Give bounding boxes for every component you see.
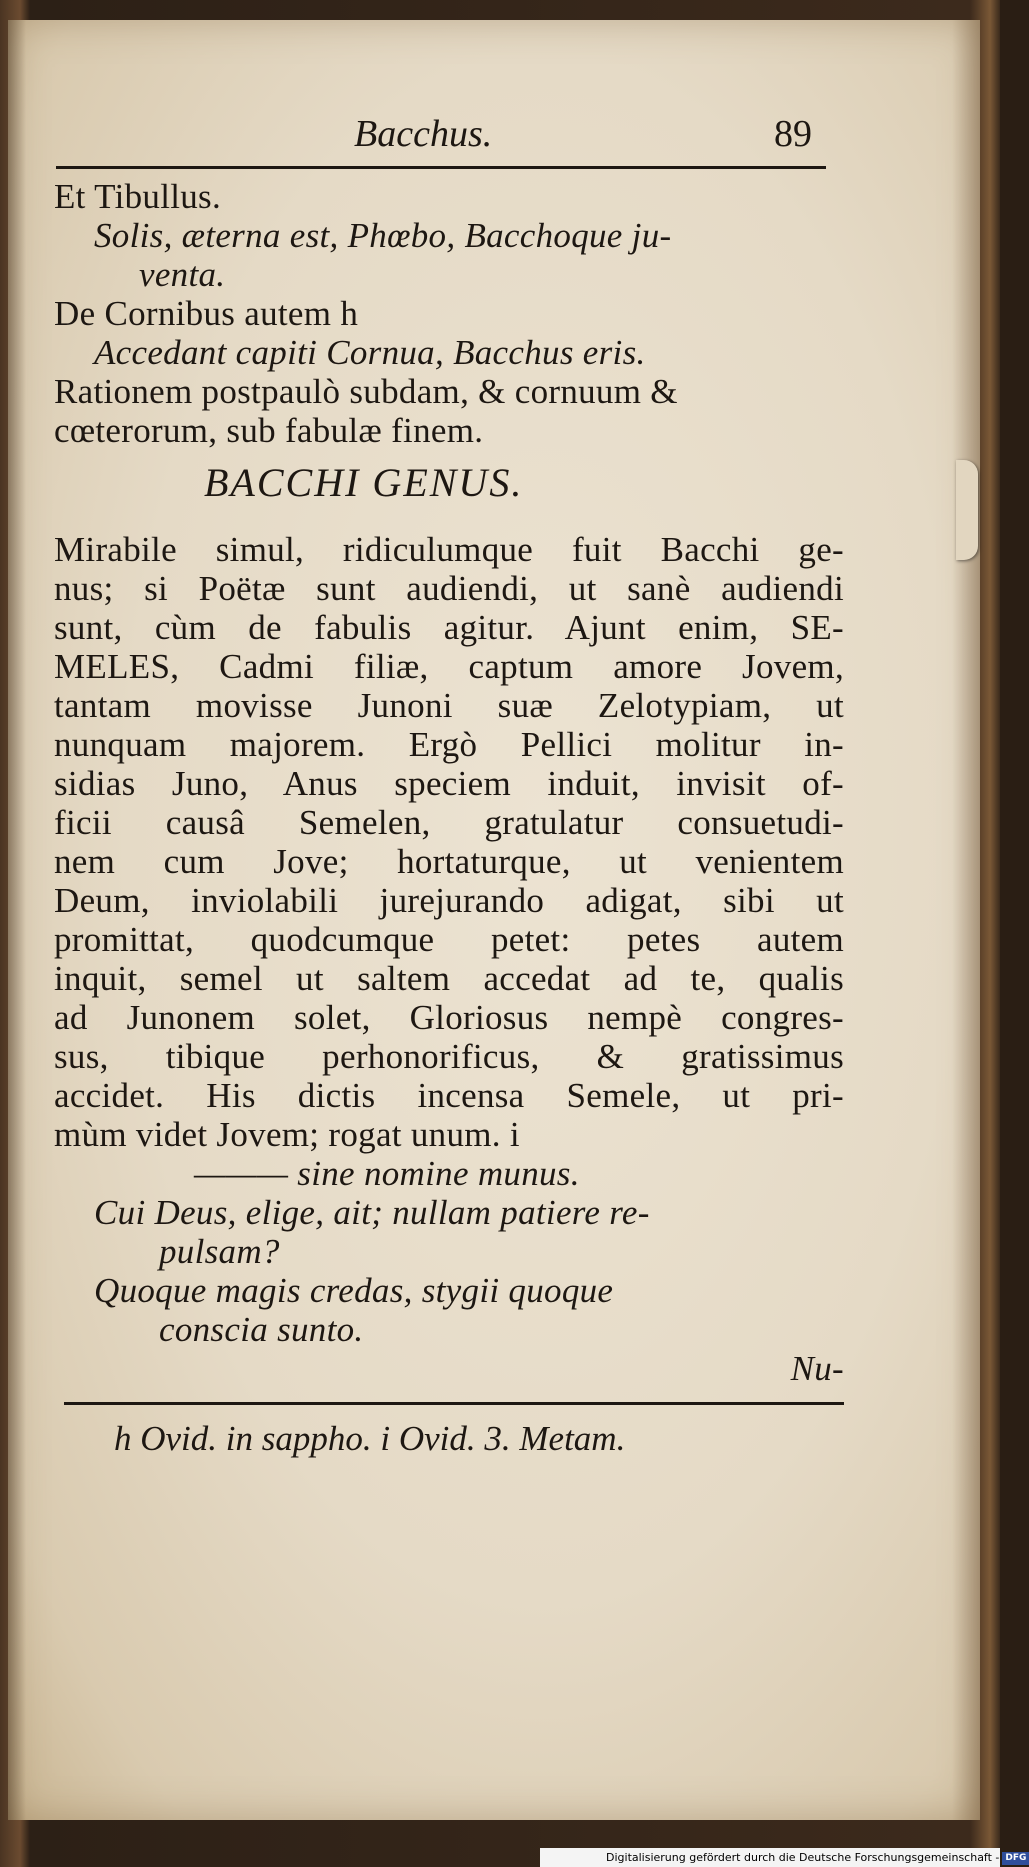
- body-line: Deum, inviolabili jurejurando adigat, sibi ut: [54, 881, 844, 920]
- text-line: Et Tibullus.: [54, 177, 222, 216]
- body-line: nus; si Poëtæ sunt audiendi, ut sanè audiendi: [54, 569, 844, 608]
- running-head: [54, 112, 854, 162]
- text-line: De Cornibus autem h: [54, 294, 359, 333]
- page-number: 89: [774, 113, 812, 155]
- head-rule: [56, 166, 826, 169]
- footnote: h Ovid. in sappho. i Ovid. 3. Metam.: [114, 1419, 626, 1458]
- body-line: mùm videt Jovem; rogat unum. i: [54, 1115, 520, 1154]
- body-line: Mirabile simul, ridiculumque fuit Bacchi ge-: [54, 530, 844, 569]
- verse-line: Accedant capiti Cornua, Bacchus eris.: [94, 333, 646, 372]
- verse-line: Quoque magis credas, stygii quoque: [94, 1271, 614, 1310]
- body-line: inquit, semel ut saltem accedat ad te, qualis: [54, 959, 844, 998]
- body-line: sidias Juno, Anus speciem induit, invisit of-: [54, 764, 844, 803]
- section-heading: BACCHI GENUS.: [204, 460, 524, 505]
- body-paragraph: [54, 530, 854, 1154]
- text-line: Rationem postpaulò subdam, & cornuum &: [54, 372, 678, 411]
- footnote-rule: [64, 1402, 844, 1405]
- running-head-title: Bacchus.: [354, 113, 493, 155]
- credit-text: Digitalisierung gefördert durch die Deutsche Forschungsgemeinschaft -: [606, 1851, 1000, 1864]
- body-line: ad Junonem solet, Gloriosus nempè congres-: [54, 998, 844, 1037]
- body-line: nem cum Jove; hortaturque, ut venientem: [54, 842, 844, 881]
- body-line: promittat, quodcumque petet: petes autem: [54, 920, 844, 959]
- verse-line: conscia sunto.: [159, 1310, 364, 1349]
- verse-line: pulsam?: [159, 1232, 280, 1271]
- body-line: sunt, cùm de fabulis agitur. Ajunt enim, SE-: [54, 608, 844, 647]
- text-line: cœterorum, sub fabulæ finem.: [54, 411, 484, 450]
- verse-line: Cui Deus, elige, ait; nullam patiere re-: [94, 1193, 650, 1232]
- page-edge: [952, 20, 980, 1820]
- verse-line: ——— sine nomine munus.: [194, 1154, 580, 1193]
- digitization-credit: [540, 1848, 1027, 1867]
- body-line: tantam movisse Junoni suæ Zelotypiam, ut: [54, 686, 844, 725]
- page-gutter: [8, 20, 26, 1820]
- body-line: accidet. His dictis incensa Semele, ut pri-: [54, 1076, 844, 1115]
- verse-line: venta.: [139, 255, 226, 294]
- body-line: MELES, Cadmi filiæ, captum amore Jovem,: [54, 647, 844, 686]
- dfg-logo-icon: DFG: [1002, 1852, 1029, 1865]
- book-page: [8, 20, 980, 1820]
- body-line: ficii causâ Semelen, gratulatur consuetudi-: [54, 803, 844, 842]
- page-tab: [956, 460, 978, 560]
- body-line: nunquam majorem. Ergò Pellici molitur in-: [54, 725, 844, 764]
- catchword: Nu-: [790, 1349, 844, 1388]
- verse-line: Solis, æterna est, Phœbo, Bacchoque ju-: [94, 216, 672, 255]
- body-line: sus, tibique perhonorificus, & gratissimus: [54, 1037, 844, 1076]
- text-block: [54, 112, 854, 1459]
